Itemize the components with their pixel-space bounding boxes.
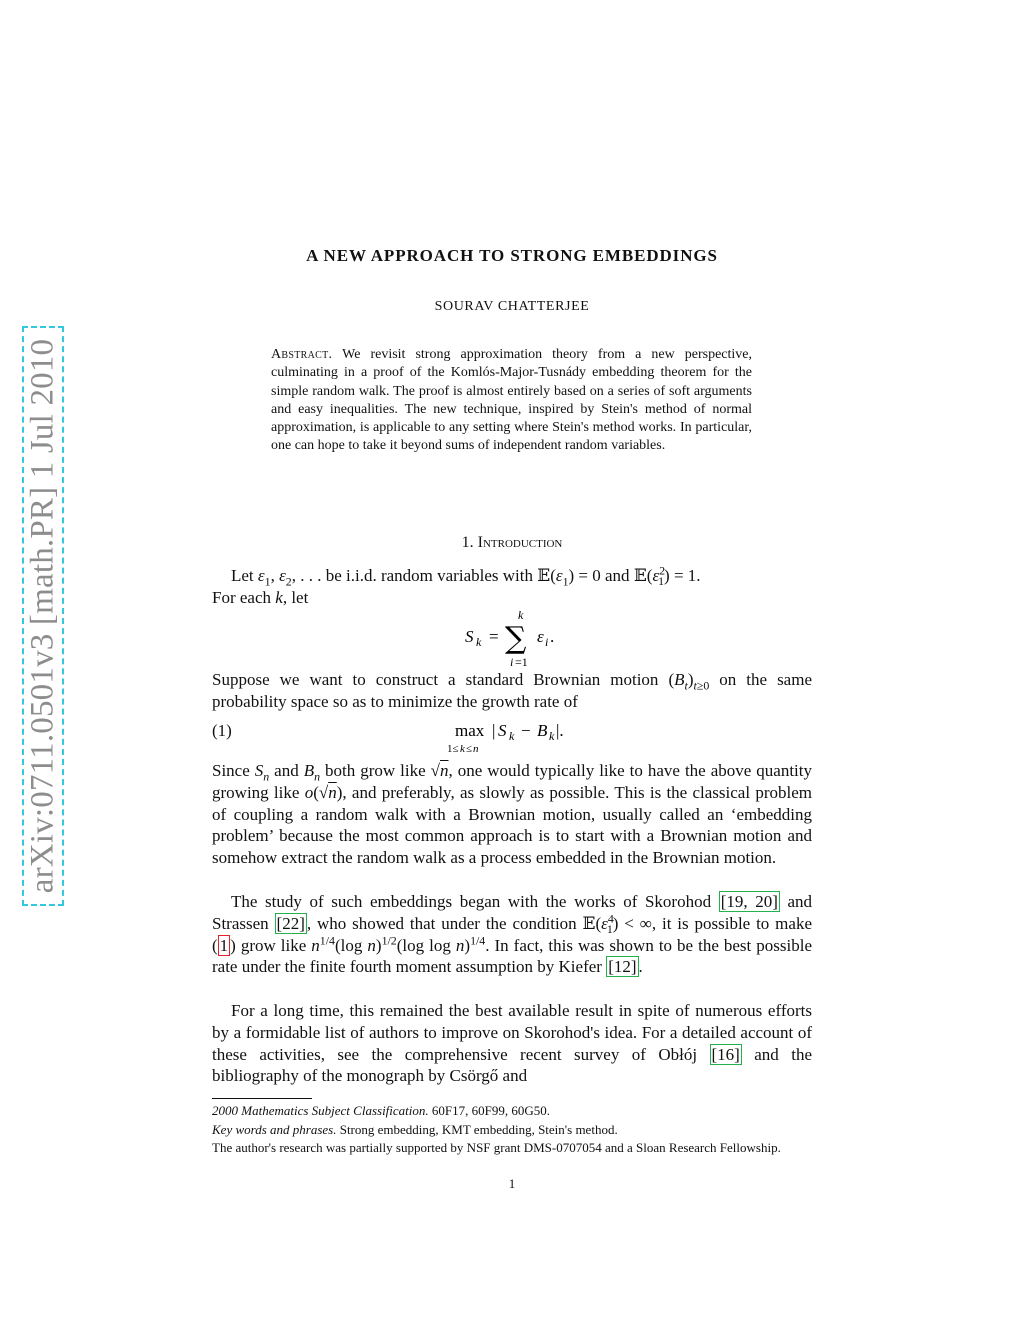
abstract-text: We revisit strong approximation theory from a new perspective, culminating in a proof of the Komlós-Major-Tusnády embedding theorem for the simple random walk. The proof is almost entirely based on a series of soft arguments and easy inequalities. The new technique, inspired by Stein's method of normal approximation, is applicable to any setting where Stein's method works. In particular, one can hope to take it beyond sums of independent random variables. [271,347,753,454]
svg-text:S: S [465,627,474,646]
footnote-keywords: Key words and phrases. Strong embedding, KMT embedding, Stein's method. [212,1121,618,1137]
svg-text:k: k [509,729,515,743]
svg-text:k: k [549,729,555,743]
svg-text:B: B [537,721,548,740]
equation-number: (1) [212,721,232,740]
svg-text:S: S [498,721,507,740]
svg-text:−: − [521,721,531,740]
footnotes [212,1102,812,1158]
equation-sk [455,608,575,670]
equation-max [445,718,595,758]
svg-text:n: n [473,743,479,755]
paper-author: SOURAV CHATTERJEE [434,299,590,314]
svg-text:k: k [476,635,482,649]
svg-text:i: i [545,635,549,649]
svg-text:max: max [455,721,485,740]
svg-text:.: . [550,627,555,646]
section-heading: 1. Introduction [461,534,563,551]
paper-title: A NEW APPROACH TO STRONG EMBEDDINGS [306,246,718,265]
citation-skorohod[interactable]: [19, 20] [720,892,778,911]
abstract-label: Abstract. [271,347,333,362]
citation-kiefer[interactable]: [12] [608,957,637,977]
paragraph-suppose: Suppose we want to construct a standard Brownian motion $(B_t)_{t\ge 0}$ on the same probability space so as to minimize the growth rate of [212,670,812,711]
svg-text:|.: |. [556,721,564,740]
svg-text:≤: ≤ [466,743,473,755]
svg-text:1≤: 1≤ [447,743,459,755]
paragraph-long-time: For a long time, this remained the best available result in spite of numerous efforts by a formidable list of authors to improve on Skorohod's idea. For a detailed account of these activities, see the comprehensive recent survey of Obłój [16] and the bibliography of the monograph by Csörgő and [212,1001,812,1086]
svg-text:ε: ε [537,627,544,646]
svg-text:∑: ∑ [505,621,527,656]
footnote-support: The author's research was partially supported by NSF grant DMS-0707054 and a Sloan Research Fellowship. [212,1140,781,1155]
svg-text:k: k [518,608,524,622]
footnote-msc: 2000 Mathematics Subject Classification. 60F17, 60F99, 60G50. [212,1103,551,1118]
paragraph-study: The study of such embeddings began with the works of Skorohod [19, 20] and Strassen [22] , who showed that under the condition $𝔼(\varepsilon^4_1)$ < ∞, it is possible to make ( 1 ) grow like $n^{1/4}(\log$ n)$^{1/2}$(log log n)$^{1/4}$. In fact, this was shown to be the best possible rate under the finite fourth moment assumption by Kiefer [12] . [212,892,812,977]
citation-strassen[interactable]: [22] [276,913,305,933]
svg-text:=: = [489,627,499,646]
arxiv-stamp [22,326,64,906]
svg-text:=1: =1 [515,655,528,669]
arxiv-id: arXiv:0711.0501v3 [math.PR] 1 Jul 2010 [24,338,61,894]
equation-ref[interactable]: ( 1 ) [212,935,236,955]
footnote-rule [212,1098,312,1099]
citation-obloj[interactable]: [16] [711,1044,740,1064]
abstract [271,346,752,456]
paragraph-intro: Let $\varepsilon_1$, $\varepsilon_2$, . . . be i.i.d. random variables with $𝔼(\varepsilon_1) = 0$ and $𝔼(\varepsilon^2_1) = 1$. For each k, let [212,563,701,607]
svg-text:i: i [510,655,514,669]
page-number: 1 [508,1176,516,1191]
paragraph-since: Since $S_n$ and $B_n$ both grow like √n, one would typically like to have the above quantity growing like o(√n), and preferably, as slowly as possible. This is the classical problem of coupling a random walk with a Brownian motion, usually called an ‘embedding problem’ because the most common approach is to start with a Brownian motion and somehow extract the random walk as a process embedded in the Brownian motion. [212,761,813,868]
svg-text:k: k [460,743,465,755]
svg-text:|: | [492,721,496,740]
